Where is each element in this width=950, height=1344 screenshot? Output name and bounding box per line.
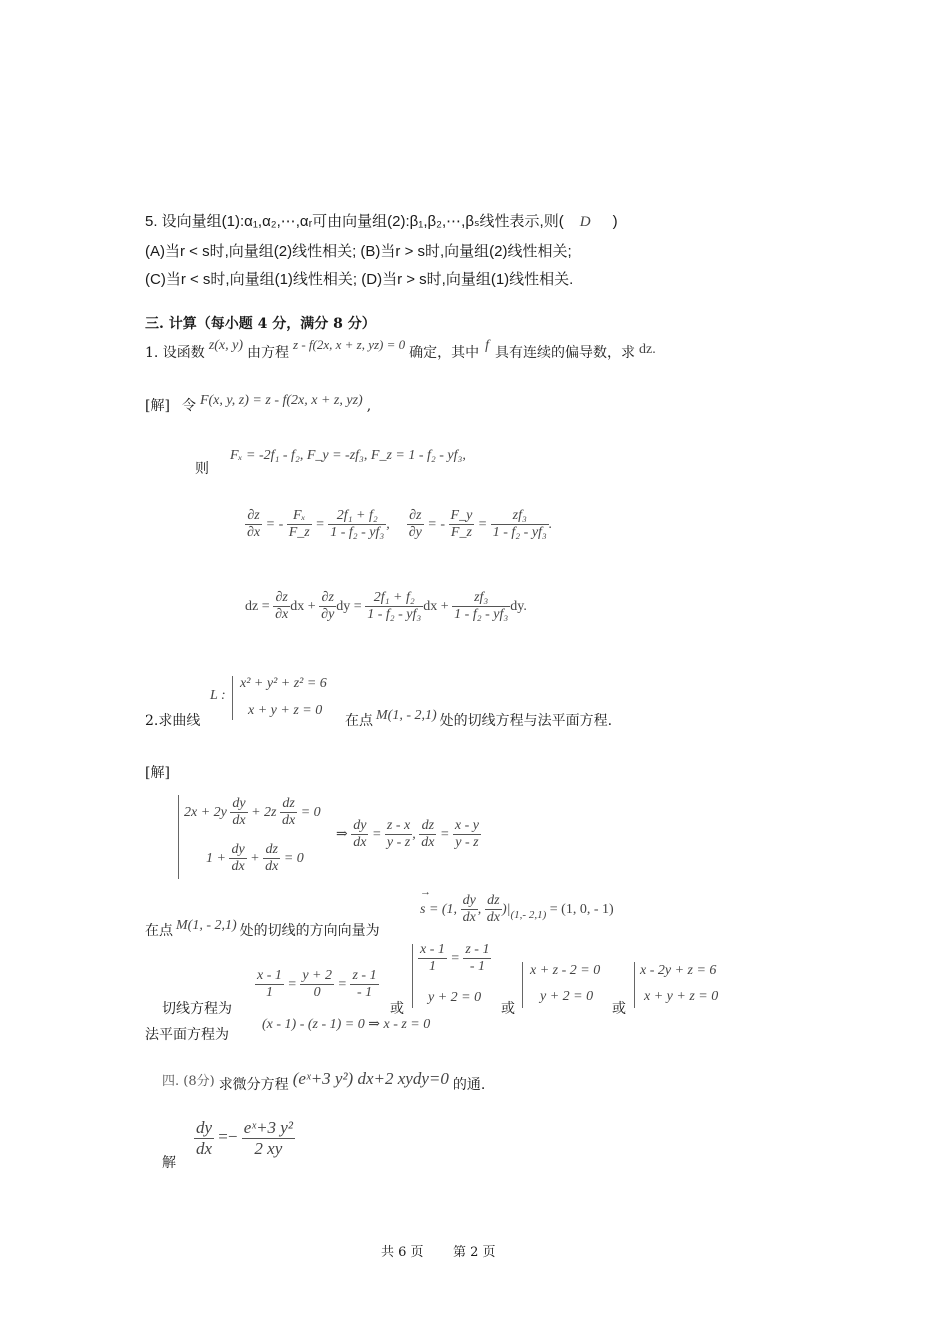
sysC-row2: x + y + z = 0 <box>644 989 719 1004</box>
sysA-row2: y + 2 = 0 <box>428 990 482 1005</box>
sysB-row1: x + z - 2 = 0 <box>530 963 601 978</box>
sysB-brace <box>522 962 523 1008</box>
normal-label: 法平面方程为 <box>145 1027 229 1043</box>
section3-title: 三. 计算（每小题 4 分，满分 8 分） <box>145 316 376 332</box>
p2-eq2: x + y + z = 0 <box>248 703 323 718</box>
p2-stmt-a: 2.求曲线 <box>145 713 201 729</box>
sysC-brace <box>634 962 635 1008</box>
p2-tangent-eq: $\frac{x - 1}{1}$ = $\frac{y + 2}{0}$ = $\frac{z - 1}{- 1}$ <box>257 968 377 1001</box>
p1-solution-start: [解] 令 F(x, y, z) = z - f(2x, x + z, yz) , <box>145 393 372 414</box>
footer-total-pages: 共 6 页 <box>381 1245 424 1260</box>
or-3: 或 <box>612 1001 626 1017</box>
p2-s-vector: s = (1, $\frac{dy}{dx}$ , $\frac{dz}{dx}$ )$|_{(1,- 2,1)} = (1$, 0, - 1) <box>420 893 614 926</box>
dzdx-frac: $\frac{\partial z}{\partial x}$ <box>247 508 261 541</box>
sysB-row2: y + 2 = 0 <box>540 989 594 1004</box>
p2-sys-brace <box>178 795 179 879</box>
or-1: 或 <box>390 1001 404 1017</box>
r1-frac: $\frac{\text{2f₁ + f₂}}{\text{1 - f₂ - yf₃}}$ <box>330 508 385 541</box>
p1-statement: 1. 设函数 z(x, y) 由方程z - f(2x, x + z, yz) = 0确定，其中 f 具有连续的偏导数，求 dz. <box>145 337 656 361</box>
section4-ode: $\frac{dy}{dx}$ =− $\frac{\text{eˣ+3 y²}}{2 xy}$ <box>196 1118 293 1158</box>
section4-jie: 解 <box>162 1155 176 1171</box>
p2-brace <box>232 676 233 720</box>
normal-eq: (x - 1) - (z - 1) = 0 ⇒ x - z = 0 <box>262 1017 431 1032</box>
sysA-brace <box>412 944 413 1008</box>
q5-line3: (C)当r < s时,向量组(1)线性相关; (D)当r > s时,向量组(1)线性相关. <box>145 271 574 288</box>
p2-sys-row1: 2x + 2y $\frac{dy}{dx}$ + 2z $\frac{dz}{dx}$ = 0 <box>184 796 321 829</box>
p2-result: ⇒ $\frac{dy}{dx}$ = $\frac{z - x}{y - z}$ , $\frac{dz}{dx}$ = $\frac{x - y}{y - z}$ <box>336 818 479 851</box>
p1-ze: 则 <box>195 461 209 477</box>
r1-frac-2: $\frac{\text{2f₁ + f₂}}{\text{1 - f₂ - yf₃}}$ <box>367 590 422 623</box>
dzdy-frac-2: $\frac{\partial z}{\partial y}$ <box>321 590 335 623</box>
p2-sol-label: [解] <box>145 765 170 781</box>
dzdy-frac: $\frac{\partial z}{\partial y}$ <box>408 508 422 541</box>
dzdx-frac-2: $\frac{\partial z}{\partial x}$ <box>275 590 289 623</box>
p2-stmt-b: 在点 M(1, - 2,1) 处的切线方程与法平面方程. <box>345 708 613 729</box>
footer-page-number: 第 2 页 <box>453 1245 496 1260</box>
sysC-row1: x - 2y + z = 6 <box>640 963 717 978</box>
section4-title: 四. (8分) 求微分方程 (eˣ+3 y²) dx+2 xydy=0 的通. <box>162 1069 486 1093</box>
p1-dz-row: dz = $\frac{\partial z}{\partial x}$ dx + $\frac{\partial z}{\partial y}$ dy = $\frac{\text{2f₁ + f₂}}{\text{1 - f₂ - yf₃}}$ dx + $\frac{\text{zf₃}}{\text{1 - f₂ - yf₃}}$ dy. <box>245 590 527 623</box>
p2-eq1: x² + y² + z² = 6 <box>240 676 327 691</box>
p1-partial-row: $\frac{\partial z}{\partial x}$ = - $\frac{\text{Fₓ}}{F\_z}$ = $\frac{\text{2f₁ + f₂}}{\text{1 - f₂ - yf₃}}$ , $\frac{\partial z}{\partial y}$ = - $\frac{F\_y}{F\_z}$ = $\frac{\text{zf₃}}{\text{1 - f₂ - yf₃}}$ . <box>247 508 553 541</box>
p1-partials: Fₓ = -2f₁ - f₂, F_y = -zf₃, F_z = 1 - f₂ - yf₃, <box>230 448 466 463</box>
q5-line1: 5. 设向量组(1):α₁,α₂,⋯,αᵣ可由向量组(2):β₁,β₂,⋯,βₛ线性表示,则( D ) <box>145 213 618 230</box>
p2-L: L : <box>210 688 226 703</box>
p2-sys-row2: 1 + $\frac{dy}{dx}$ + $\frac{dz}{dx}$ = 0 <box>206 842 304 875</box>
q5-answer: D <box>579 214 591 230</box>
r2-frac-2: $\frac{\text{zf₃}}{\text{1 - f₂ - yf₃}}$ <box>454 590 509 623</box>
sysA-row1: $\frac{x - 1}{1}$ = $\frac{z - 1}{- 1}$ <box>420 942 490 975</box>
fx-fz-frac: $\frac{\text{Fₓ}}{F\_z}$ <box>288 508 310 541</box>
q5-line2: (A)当r < s时,向量组(2)线性相关; (B)当r > s时,向量组(2)线性相关; <box>145 243 572 260</box>
vec-arrow: → <box>420 886 431 898</box>
or-2: 或 <box>501 1001 515 1017</box>
r2-frac: $\frac{\text{zf₃}}{\text{1 - f₂ - yf₃}}$ <box>492 508 547 541</box>
fy-fz-frac: $\frac{F\_y}{F\_z}$ <box>450 508 473 541</box>
p2-dir-text: 在点 M(1, - 2,1) 处的切线的方向向量为 <box>145 918 380 939</box>
tangent-label: 切线方程为 <box>162 1001 232 1017</box>
